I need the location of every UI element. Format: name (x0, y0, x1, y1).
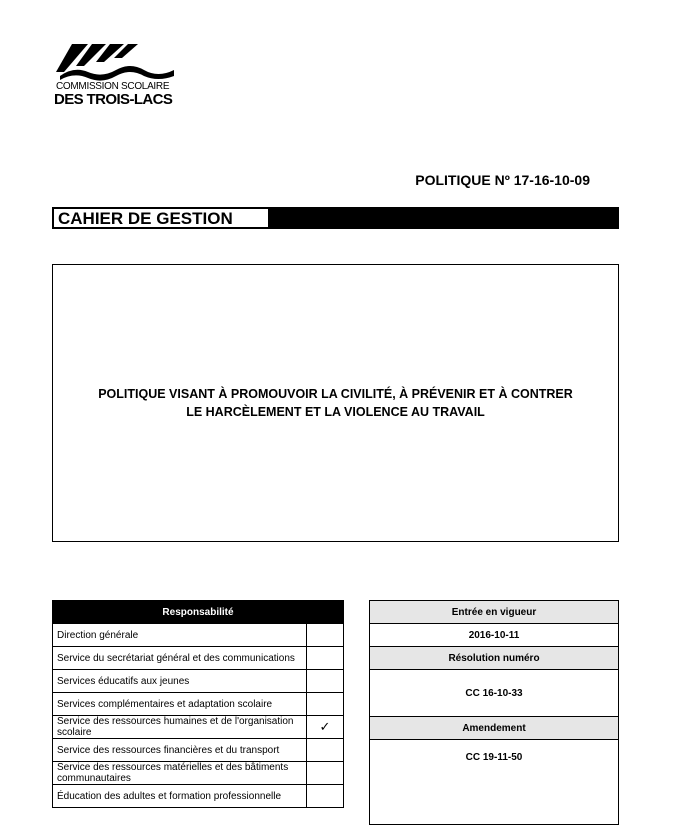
responsibility-label: Service des ressources financières et du transport (53, 739, 307, 762)
responsibility-check (307, 785, 344, 808)
title-box (52, 264, 619, 542)
effective-date-label: Entrée en vigueur (370, 601, 619, 624)
responsibility-table (52, 600, 344, 808)
responsibility-header: Responsabilité (53, 601, 344, 624)
info-table (369, 600, 619, 825)
table-row (53, 624, 344, 647)
amendment-label: Amendement (370, 717, 619, 740)
table-row (53, 647, 344, 670)
effective-date-value: 2016-10-11 (370, 624, 619, 647)
responsibility-check (307, 624, 344, 647)
responsibility-label: Service des ressources humaines et de l'organisation scolaire (53, 716, 307, 739)
resolution-value: CC 16-10-33 (370, 670, 619, 717)
table-row (53, 670, 344, 693)
responsibility-label: Direction générale (53, 624, 307, 647)
section-bar (52, 207, 619, 229)
responsibility-check (307, 647, 344, 670)
responsibility-check (307, 739, 344, 762)
resolution-label: Résolution numéro (370, 647, 619, 670)
responsibility-check (307, 762, 344, 785)
responsibility-check-icon: ✓ (307, 716, 344, 739)
logo-stripes-icon (54, 42, 179, 82)
title-line-2: LE HARCÈLEMENT ET LA VIOLENCE AU TRAVAIL (186, 405, 485, 419)
table-row (53, 716, 344, 739)
responsibility-label: Services complémentaires et adaptation scolaire (53, 693, 307, 716)
responsibility-label: Éducation des adultes et formation professionnelle (53, 785, 307, 808)
logo-text-line2: DES TROIS-LACS (54, 91, 173, 108)
logo (54, 42, 179, 112)
responsibility-label: Service des ressources matérielles et des bâtiments communautaires (53, 762, 307, 785)
table-row (53, 739, 344, 762)
table-row (53, 762, 344, 785)
responsibility-check (307, 670, 344, 693)
responsibility-label: Service du secrétariat général et des communications (53, 647, 307, 670)
table-row (53, 693, 344, 716)
responsibility-check (307, 693, 344, 716)
policy-number: POLITIQUE Nº 17-16-10-09 (415, 172, 590, 188)
section-label: CAHIER DE GESTION (53, 208, 269, 228)
table-row (53, 785, 344, 808)
amendment-value: CC 19-11-50 (370, 740, 619, 825)
logo-text-line1: COMMISSION SCOLAIRE (56, 81, 170, 92)
responsibility-label: Services éducatifs aux jeunes (53, 670, 307, 693)
title-line-1: POLITIQUE VISANT À PROMOUVOIR LA CIVILITÉ, À PRÉVENIR ET À CONTRER (98, 387, 573, 401)
